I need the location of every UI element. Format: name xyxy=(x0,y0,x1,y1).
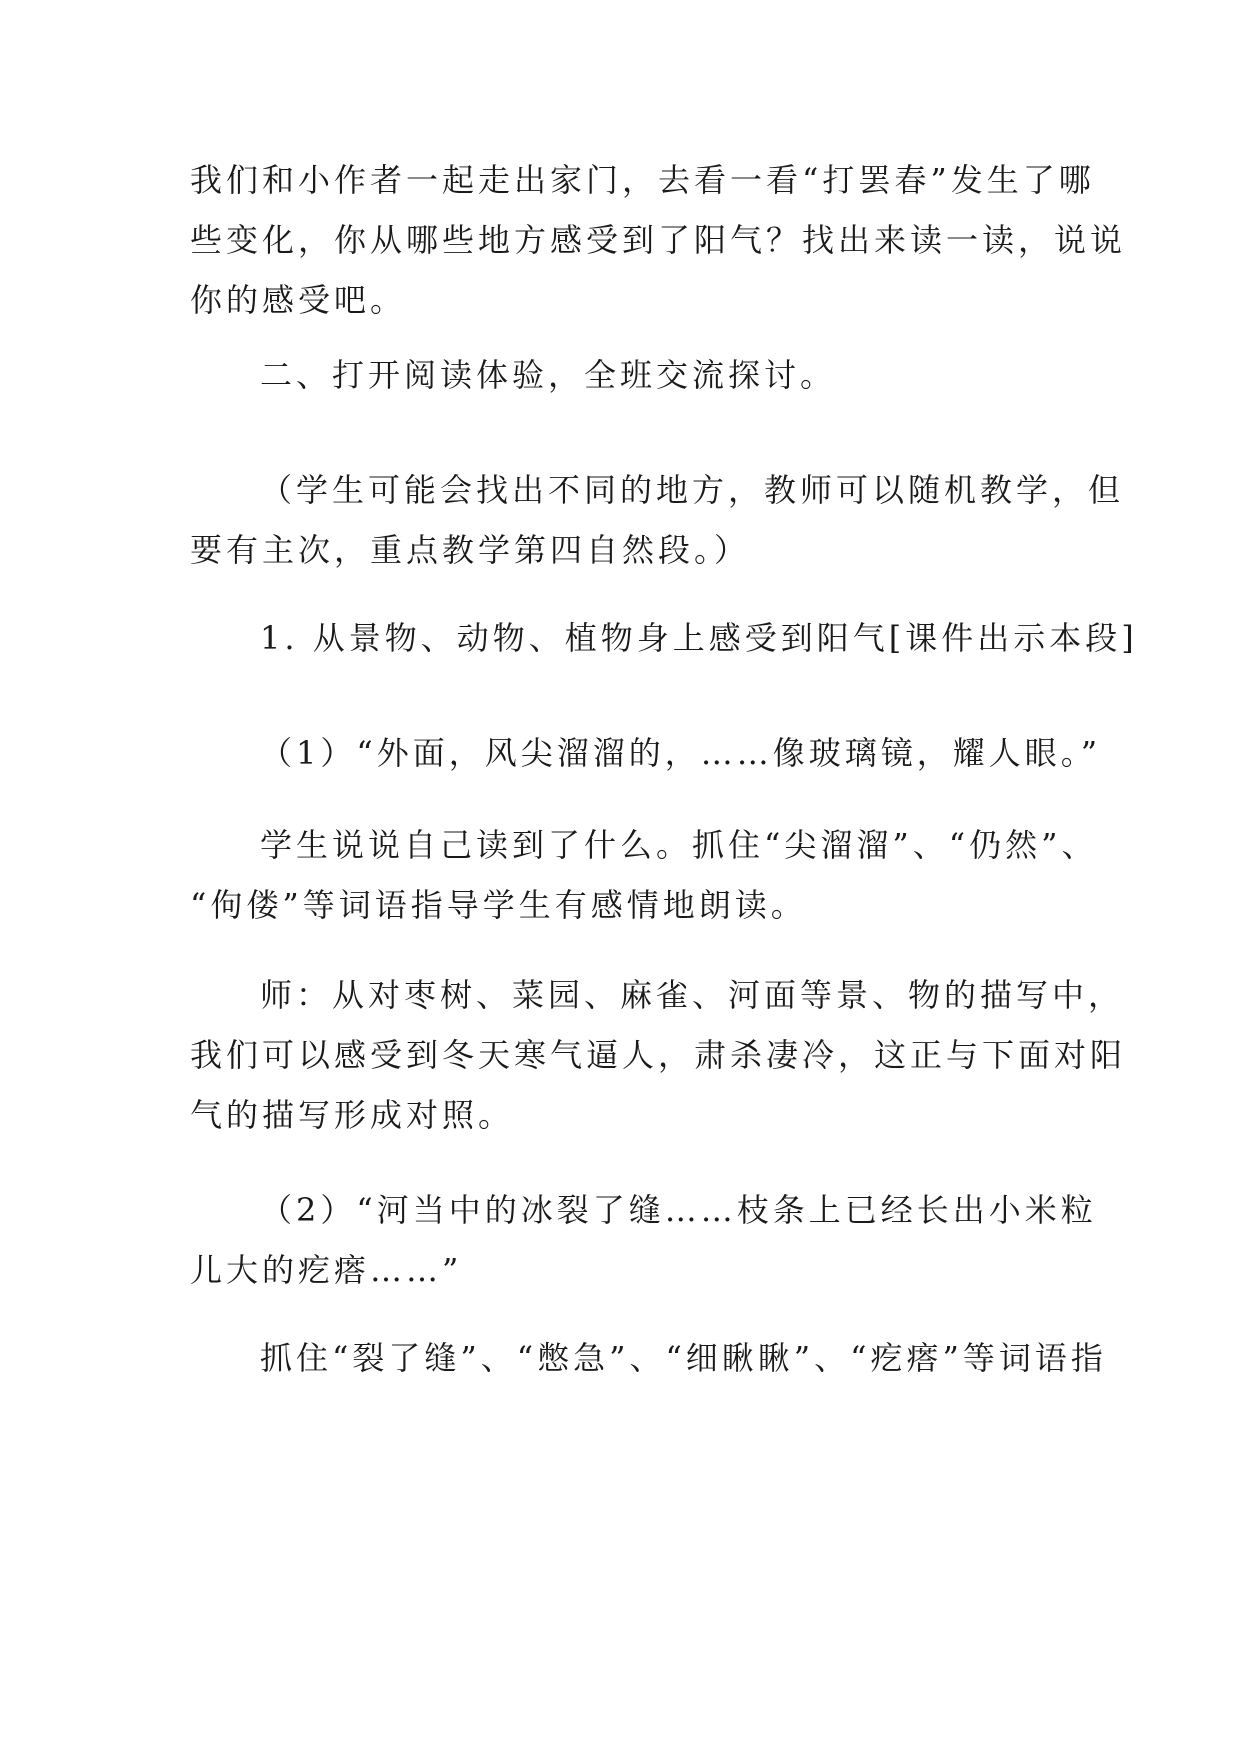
paragraph-intro xyxy=(190,150,1127,330)
text-line: （2）“河当中的冰裂了缝……枝条上已经长出小米粒 xyxy=(260,1191,1097,1229)
text-line: 你的感受吧。 xyxy=(190,281,407,319)
paragraph-teacher-comment xyxy=(190,965,1127,1145)
section-heading-2 xyxy=(190,345,1060,405)
quote-2 xyxy=(190,1180,1097,1300)
text-line: 师：从对枣树、菜园、麻雀、河面等景、物的描写中， xyxy=(260,976,1125,1014)
text-line: 要有主次，重点教学第四自然段。） xyxy=(190,531,751,569)
paragraph-word-focus xyxy=(190,1328,1107,1388)
text-line: “佝偻”等词语指导学生有感情地朗读。 xyxy=(190,886,807,924)
text-line: 我们和小作者一起走出家门，去看一看“打罢春”发生了哪 xyxy=(190,161,1095,199)
quote-1 xyxy=(190,723,1102,783)
text-line: 学生说说自己读到了什么。抓住“尖溜溜”、“仍然”、 xyxy=(260,826,1098,864)
text-line: 二、打开阅读体验，全班交流探讨。 xyxy=(260,356,837,394)
paragraph-teacher-note xyxy=(190,460,1125,580)
text-line: 些变化，你从哪些地方感受到了阳气？找出来读一读，说说 xyxy=(190,221,1127,259)
paragraph-student-reading xyxy=(190,815,1098,935)
text-line: （1）“外面，风尖溜溜的，……像玻璃镜，耀人眼。” xyxy=(260,734,1102,772)
subheading-1 xyxy=(190,608,1138,668)
text-line: 我们可以感受到冬天寒气逼人，肃杀凄冷，这正与下面对阳 xyxy=(190,1036,1127,1074)
text-line: （学生可能会找出不同的地方，教师可以随机教学，但 xyxy=(260,471,1125,509)
text-line: 气的描写形成对照。 xyxy=(190,1096,515,1134)
text-line: 抓住“裂了缝”、“憋急”、“细瞅瞅”、“疙瘩”等词语指 xyxy=(260,1339,1107,1377)
text-line: 儿大的疙瘩……” xyxy=(190,1251,463,1289)
text-line: 1. 从景物、动物、植物身上感受到阳气[课件出示本段] xyxy=(260,619,1138,657)
